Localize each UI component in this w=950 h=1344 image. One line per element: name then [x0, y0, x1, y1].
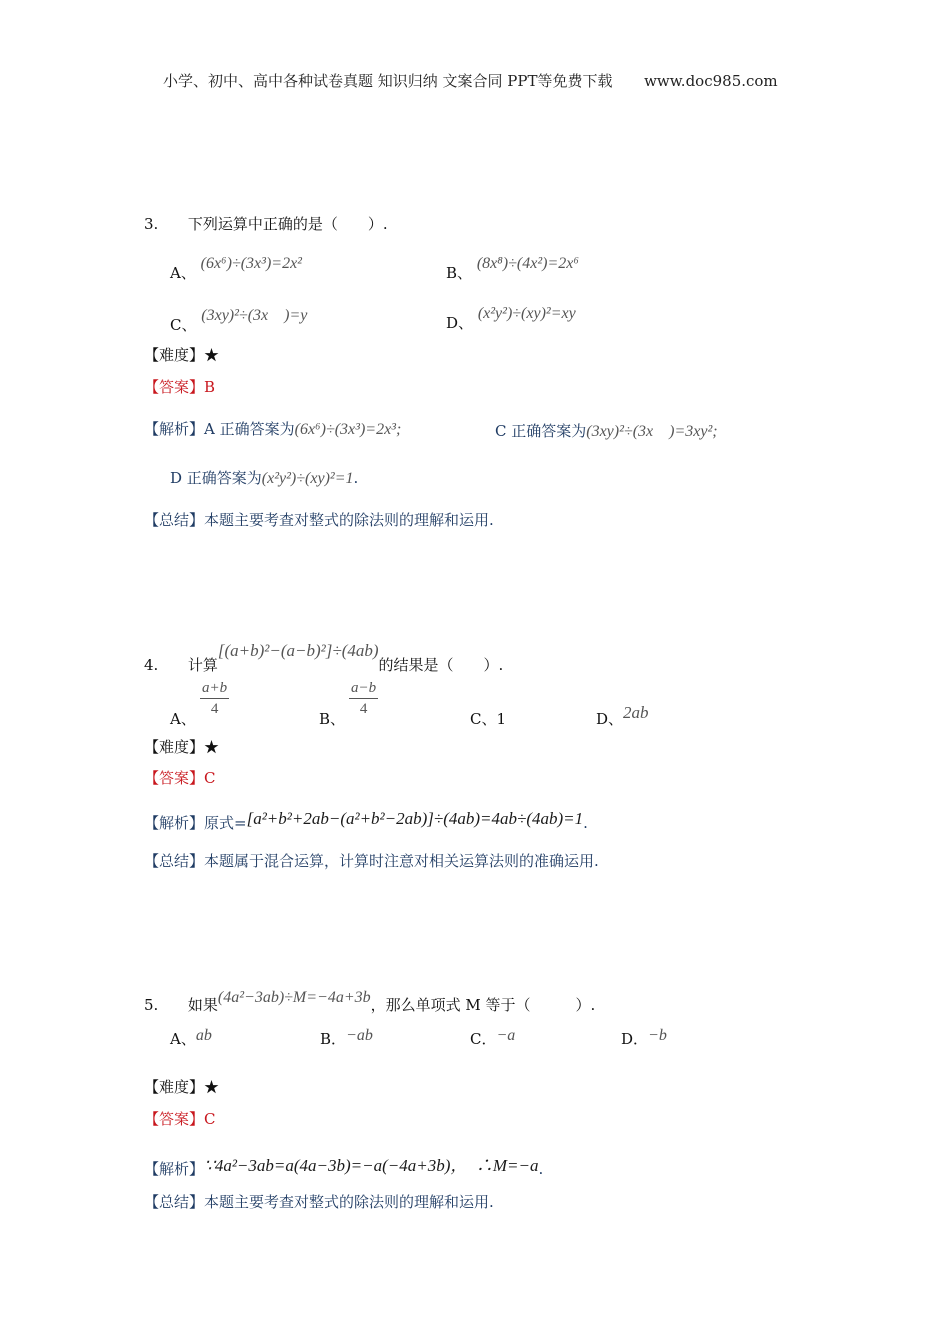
q4-summary: [144, 850, 599, 871]
summary-tag: 【总结】: [144, 1193, 205, 1211]
difficulty-stars: ★: [204, 1078, 220, 1096]
summary-text: 本题主要考查对整式的除法则的理解和运用.: [204, 511, 494, 529]
q4-difficulty: [144, 736, 219, 757]
q5-option-b: [320, 1028, 373, 1049]
q5-stem: [144, 989, 596, 1015]
summary-tag: 【总结】: [144, 852, 205, 870]
option-label: D．: [621, 1030, 649, 1048]
q3-option-b: [446, 255, 579, 283]
difficulty-stars: ★: [204, 738, 220, 756]
q3-difficulty: [144, 344, 219, 365]
q3-analysis-line1b: C 正确答案为(3xy)²÷(3x )=3xy²;: [495, 422, 718, 440]
answer-tag: 【答案】: [144, 1110, 205, 1128]
option-label: A、: [170, 710, 196, 728]
answer-tag: 【答案】: [144, 769, 205, 787]
q5-option-c: [470, 1028, 515, 1049]
option-expression: (3xy)²÷(3x )=y: [201, 307, 308, 324]
option-label: C、1: [470, 710, 507, 728]
answer-tag: 【答案】: [144, 378, 205, 396]
q5-analysis: 【解析】∵4a²−3ab=a(4a−3b)=−a(−4a+3b)， ∴M=−a.: [144, 1156, 544, 1178]
q4-stem-pre: 计算: [187, 656, 218, 674]
q4-number: 4.: [144, 656, 159, 674]
q3-number: 3.: [144, 215, 159, 233]
fraction-numerator: a−b: [349, 680, 378, 699]
option-label: B．: [320, 1030, 347, 1048]
q4-option-b-fraction: [349, 680, 378, 718]
answer-value: C: [204, 1110, 216, 1128]
q4-option-c: [470, 708, 506, 729]
q4-option-b: [319, 708, 345, 729]
option-expression: (8x⁸)÷(4x²)=2x⁶: [476, 255, 579, 272]
q5-option-a: [170, 1028, 212, 1049]
fraction-numerator: a+b: [200, 680, 229, 699]
analysis-text: C 正确答案为: [495, 422, 587, 440]
q3-summary: [144, 509, 494, 530]
difficulty-tag: 【难度】: [144, 1078, 205, 1096]
header-url: www.doc985.com: [644, 72, 778, 90]
q4-option-a-fraction: [200, 680, 229, 718]
q5-difficulty: [144, 1076, 219, 1097]
fraction-denominator: 4: [210, 701, 219, 717]
analysis-expression: (3xy)²÷(3x )=3xy²: [586, 423, 713, 440]
header-text: 小学、初中、高中各种试卷真题 知识归纳 文案合同 PPT等免费下载: [163, 72, 613, 90]
q5-stem-post: ，那么单项式 M 等于（ ）.: [370, 996, 596, 1014]
q3-option-c: [170, 307, 308, 335]
option-expression: −a: [496, 1027, 516, 1044]
option-label: D、: [596, 710, 624, 728]
q3-option-a: [170, 255, 302, 283]
option-expression: −ab: [346, 1027, 373, 1044]
analysis-text: 原式=: [204, 814, 247, 832]
q3-option-d: [446, 305, 576, 333]
q3-analysis-line1: 【解析】A 正确答案为(6x⁶)÷(3x³)=2x³;: [144, 420, 402, 438]
option-expression: (x²y²)÷(xy)²=xy: [477, 305, 576, 322]
option-expression: (6x⁶)÷(3x³)=2x²: [200, 255, 302, 272]
q5-number: 5.: [144, 996, 159, 1014]
q4-stem: [144, 641, 504, 675]
q5-stem-expression: (4a²−3ab)÷M=−4a+3b: [217, 989, 371, 1006]
difficulty-stars: ★: [204, 346, 220, 364]
answer-value: C: [204, 769, 216, 787]
q5-stem-pre: 如果: [187, 996, 218, 1014]
option-label: A、: [170, 1030, 196, 1048]
q5-summary: [144, 1191, 494, 1212]
q4-stem-post: 的结果是（ ）.: [378, 656, 504, 674]
q5-answer: [144, 1108, 216, 1129]
option-label: C、: [170, 316, 197, 334]
q4-stem-expression: [(a+b)²−(a−b)²]÷(4ab): [217, 641, 379, 660]
analysis-expression: (x²y²)÷(xy)²=1: [261, 470, 354, 487]
q4-option-a: [170, 708, 196, 729]
answer-value: B: [204, 378, 216, 396]
analysis-tag: 【解析】: [144, 814, 205, 832]
option-expression: ab: [195, 1027, 212, 1044]
page-header: [163, 70, 778, 91]
analysis-expression: (6x⁶)÷(3x³)=2x³: [294, 421, 396, 438]
difficulty-tag: 【难度】: [144, 346, 205, 364]
q3-stem-text: 下列运算中正确的是（ ）.: [187, 215, 388, 233]
analysis-text: D 正确答案为: [170, 469, 262, 487]
option-label: C．: [470, 1030, 497, 1048]
analysis-tag: 【解析】: [144, 1160, 205, 1178]
q3-analysis-line2: D 正确答案为(x²y²)÷(xy)²=1.: [170, 469, 359, 487]
summary-text: 本题主要考查对整式的除法则的理解和运用.: [204, 1193, 494, 1211]
difficulty-tag: 【难度】: [144, 738, 205, 756]
option-label: D、: [446, 314, 474, 332]
q4-option-d: [596, 703, 649, 729]
q5-option-d: [621, 1028, 667, 1049]
option-label: B、: [446, 264, 473, 282]
analysis-tag: 【解析】: [144, 420, 205, 438]
q4-analysis: 【解析】原式=[a²+b²+2ab−(a²+b²−2ab)]÷(4ab)=4ab÷(4ab)=1.: [144, 809, 588, 832]
option-label: A、: [170, 264, 196, 282]
summary-tag: 【总结】: [144, 511, 205, 529]
analysis-expression: ∵4a²−3ab=a(4a−3b)=−a(−4a+3b)， ∴M=−a: [204, 1156, 539, 1175]
option-label: B、: [319, 710, 346, 728]
q3-stem: [144, 213, 388, 234]
summary-text: 本题属于混合运算，计算时注意对相关运算法则的准确运用.: [204, 852, 599, 870]
analysis-expression: [a²+b²+2ab−(a²+b²−2ab)]÷(4ab)=4ab÷(4ab)=1: [246, 809, 584, 828]
analysis-text: A 正确答案为: [204, 420, 295, 438]
q4-answer: [144, 767, 216, 788]
q3-answer: [144, 376, 215, 397]
option-expression: −b: [648, 1027, 667, 1044]
option-expression: 2ab: [623, 703, 649, 722]
fraction-denominator: 4: [359, 701, 368, 717]
